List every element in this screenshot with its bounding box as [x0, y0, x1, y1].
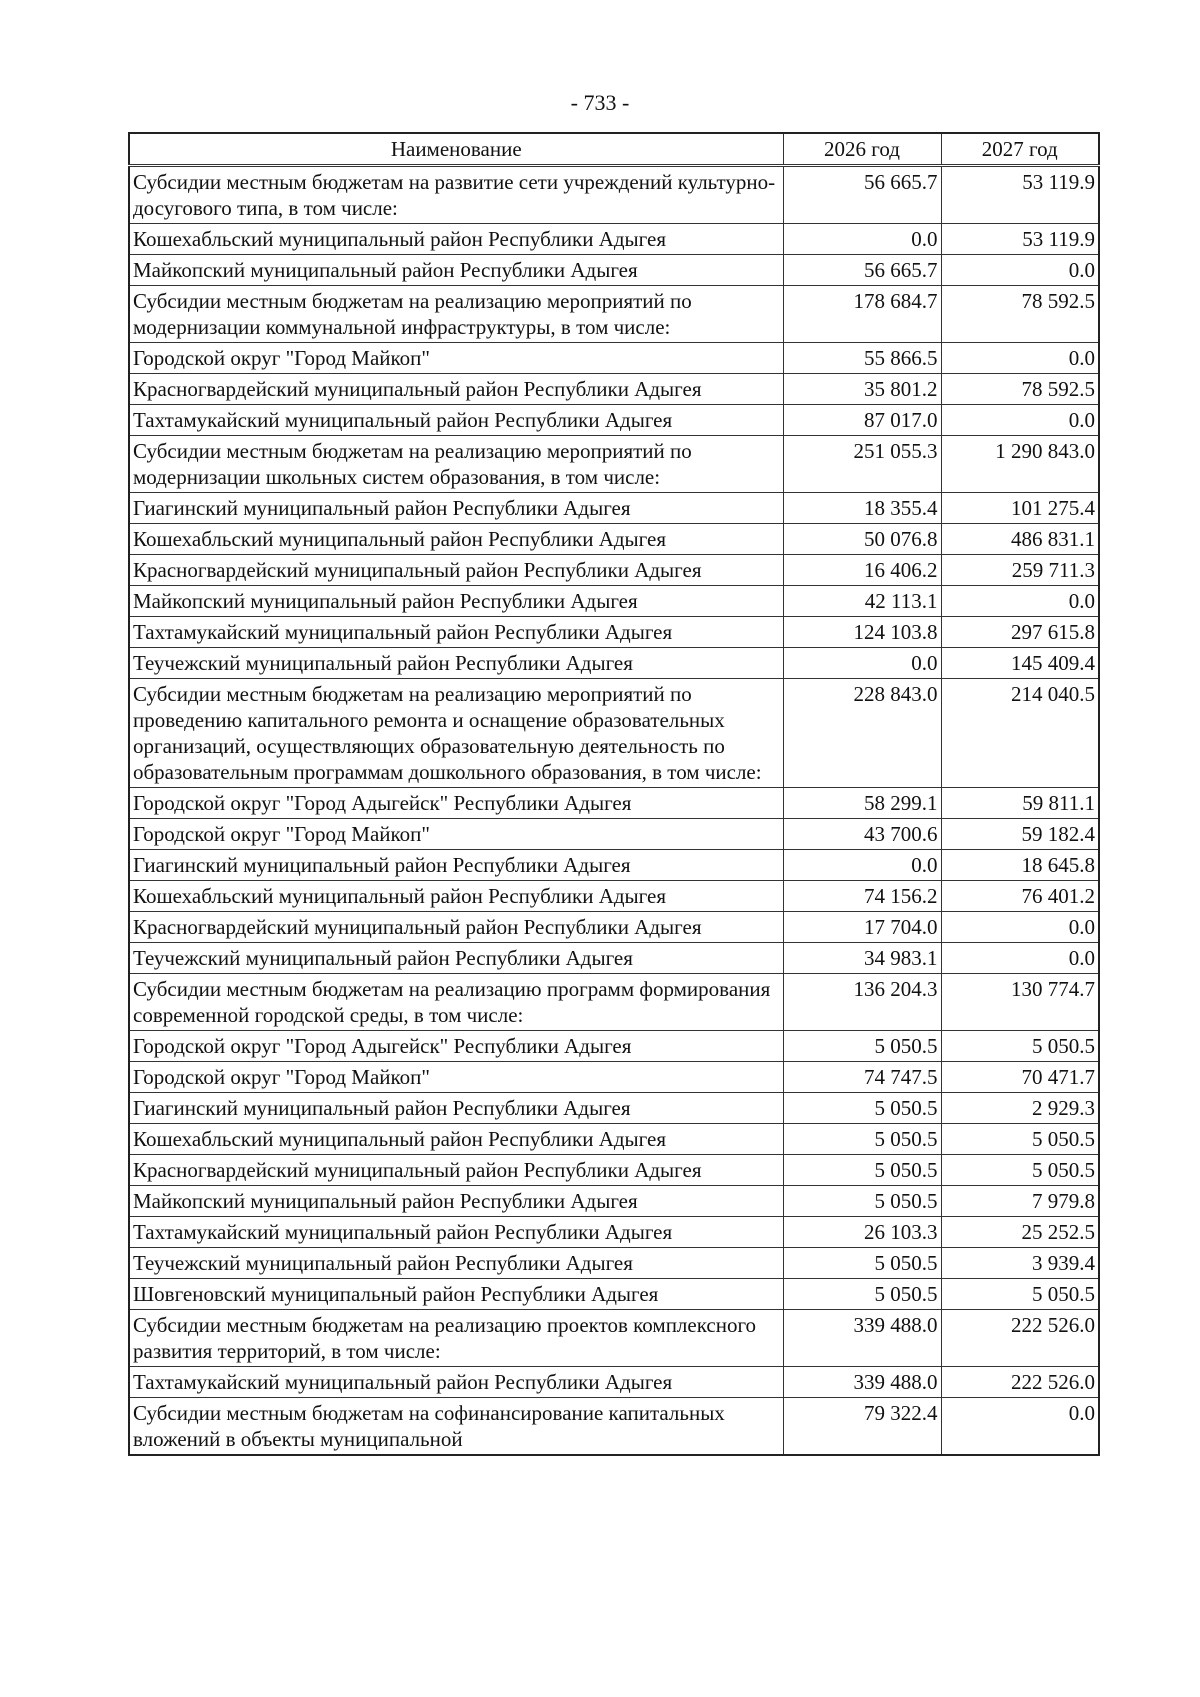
row-2027-cell: 76 401.2	[941, 881, 1099, 912]
row-2026-cell: 43 700.6	[783, 819, 941, 850]
row-name-cell: Майкопский муниципальный район Республики Адыгея	[129, 1186, 783, 1217]
page-number: - 733 -	[570, 90, 630, 115]
table-row	[129, 1093, 1099, 1124]
row-2027-cell: 297 615.8	[941, 617, 1099, 648]
table-row	[129, 436, 1099, 493]
table-row	[129, 1248, 1099, 1279]
row-2026-cell: 0.0	[783, 224, 941, 255]
row-2026-cell: 74 156.2	[783, 881, 941, 912]
row-name-cell: Красногвардейский муниципальный район Республики Адыгея	[129, 555, 783, 586]
row-2026-cell: 16 406.2	[783, 555, 941, 586]
row-name-cell: Гиагинский муниципальный район Республики Адыгея	[129, 850, 783, 881]
row-2026-cell: 124 103.8	[783, 617, 941, 648]
row-name-cell: Субсидии местным бюджетам на софинансирование капитальных вложений в объекты муниципальной	[129, 1398, 783, 1456]
row-name-cell: Тахтамукайский муниципальный район Республики Адыгея	[129, 405, 783, 436]
row-name-cell: Субсидии местным бюджетам на реализацию мероприятий по модернизации коммунальной инфраструктуры, в том числе:	[129, 286, 783, 343]
row-name-cell: Кошехабльский муниципальный район Республики Адыгея	[129, 1124, 783, 1155]
row-name-cell: Кошехабльский муниципальный район Республики Адыгея	[129, 224, 783, 255]
row-2026-cell: 34 983.1	[783, 943, 941, 974]
table-row	[129, 617, 1099, 648]
row-2027-cell: 59 811.1	[941, 788, 1099, 819]
table-row	[129, 405, 1099, 436]
table-row	[129, 1398, 1099, 1456]
row-name-cell: Тахтамукайский муниципальный район Республики Адыгея	[129, 1217, 783, 1248]
row-name-cell: Кошехабльский муниципальный район Республики Адыгея	[129, 881, 783, 912]
row-2026-cell: 50 076.8	[783, 524, 941, 555]
row-2026-cell: 56 665.7	[783, 166, 941, 224]
row-2027-cell: 7 979.8	[941, 1186, 1099, 1217]
row-2026-cell: 0.0	[783, 850, 941, 881]
row-2026-cell: 339 488.0	[783, 1367, 941, 1398]
table-row	[129, 679, 1099, 788]
row-2026-cell: 35 801.2	[783, 374, 941, 405]
row-2027-cell: 18 645.8	[941, 850, 1099, 881]
row-2026-cell: 26 103.3	[783, 1217, 941, 1248]
row-2026-cell: 5 050.5	[783, 1124, 941, 1155]
row-2027-cell: 0.0	[941, 343, 1099, 374]
row-2026-cell: 5 050.5	[783, 1248, 941, 1279]
row-name-cell: Городской округ "Город Адыгейск" Республики Адыгея	[129, 788, 783, 819]
row-2027-cell: 222 526.0	[941, 1367, 1099, 1398]
table-row	[129, 881, 1099, 912]
row-2026-cell: 87 017.0	[783, 405, 941, 436]
row-name-cell: Майкопский муниципальный район Республики Адыгея	[129, 255, 783, 286]
table-row	[129, 1062, 1099, 1093]
row-name-cell: Тахтамукайский муниципальный район Республики Адыгея	[129, 1367, 783, 1398]
row-2027-cell: 5 050.5	[941, 1031, 1099, 1062]
row-2027-cell: 3 939.4	[941, 1248, 1099, 1279]
table-row	[129, 1367, 1099, 1398]
row-2026-cell: 5 050.5	[783, 1031, 941, 1062]
row-2026-cell: 58 299.1	[783, 788, 941, 819]
row-2027-cell: 0.0	[941, 255, 1099, 286]
row-2027-cell: 130 774.7	[941, 974, 1099, 1031]
table-row	[129, 1279, 1099, 1310]
header-2027: 2027 год	[941, 133, 1099, 166]
table-row	[129, 788, 1099, 819]
row-2026-cell: 339 488.0	[783, 1310, 941, 1367]
row-2027-cell: 70 471.7	[941, 1062, 1099, 1093]
row-name-cell: Теучежский муниципальный район Республики Адыгея	[129, 1248, 783, 1279]
row-2026-cell: 0.0	[783, 648, 941, 679]
row-2027-cell: 2 929.3	[941, 1093, 1099, 1124]
table-row	[129, 555, 1099, 586]
table-row	[129, 943, 1099, 974]
row-2027-cell: 5 050.5	[941, 1155, 1099, 1186]
table-row	[129, 166, 1099, 224]
row-2027-cell: 0.0	[941, 1398, 1099, 1456]
row-2026-cell: 17 704.0	[783, 912, 941, 943]
row-2027-cell: 59 182.4	[941, 819, 1099, 850]
row-2026-cell: 5 050.5	[783, 1155, 941, 1186]
table-row	[129, 850, 1099, 881]
row-name-cell: Кошехабльский муниципальный район Республики Адыгея	[129, 524, 783, 555]
row-2026-cell: 5 050.5	[783, 1186, 941, 1217]
row-name-cell: Майкопский муниципальный район Республики Адыгея	[129, 586, 783, 617]
table-row	[129, 493, 1099, 524]
budget-table	[128, 132, 1100, 1456]
table-row	[129, 286, 1099, 343]
row-2027-cell: 101 275.4	[941, 493, 1099, 524]
table-row	[129, 374, 1099, 405]
row-name-cell: Субсидии местным бюджетам на развитие сети учреждений культурно-досугового типа, в том числе:	[129, 166, 783, 224]
table-row	[129, 1186, 1099, 1217]
row-2027-cell: 0.0	[941, 586, 1099, 617]
table-row	[129, 648, 1099, 679]
row-name-cell: Теучежский муниципальный район Республики Адыгея	[129, 943, 783, 974]
row-name-cell: Субсидии местным бюджетам на реализацию мероприятий по модернизации школьных систем образования, в том числе:	[129, 436, 783, 493]
table-row	[129, 224, 1099, 255]
row-name-cell: Субсидии местным бюджетам на реализацию мероприятий по проведению капитального ремонта и оснащение образовательных организаций, осуществляющих образовательную деятельность по образовательным программам дошкольного образования, в том числе:	[129, 679, 783, 788]
row-2027-cell: 78 592.5	[941, 374, 1099, 405]
table-row	[129, 1124, 1099, 1155]
table-row	[129, 343, 1099, 374]
row-2027-cell: 222 526.0	[941, 1310, 1099, 1367]
row-2027-cell: 486 831.1	[941, 524, 1099, 555]
row-2027-cell: 0.0	[941, 405, 1099, 436]
row-2026-cell: 178 684.7	[783, 286, 941, 343]
table-row	[129, 586, 1099, 617]
row-2027-cell: 145 409.4	[941, 648, 1099, 679]
row-name-cell: Красногвардейский муниципальный район Республики Адыгея	[129, 1155, 783, 1186]
row-name-cell: Городской округ "Город Майкоп"	[129, 819, 783, 850]
row-2027-cell: 53 119.9	[941, 224, 1099, 255]
row-2026-cell: 18 355.4	[783, 493, 941, 524]
row-name-cell: Шовгеновский муниципальный район Республики Адыгея	[129, 1279, 783, 1310]
row-2026-cell: 251 055.3	[783, 436, 941, 493]
table-row	[129, 524, 1099, 555]
row-name-cell: Гиагинский муниципальный район Республики Адыгея	[129, 493, 783, 524]
table-header-row	[129, 133, 1099, 166]
row-2026-cell: 55 866.5	[783, 343, 941, 374]
row-2026-cell: 42 113.1	[783, 586, 941, 617]
table-row	[129, 255, 1099, 286]
row-2026-cell: 136 204.3	[783, 974, 941, 1031]
table-row	[129, 912, 1099, 943]
row-name-cell: Красногвардейский муниципальный район Республики Адыгея	[129, 912, 783, 943]
row-2027-cell: 259 711.3	[941, 555, 1099, 586]
row-2026-cell: 74 747.5	[783, 1062, 941, 1093]
header-name: Наименование	[129, 133, 783, 166]
table-row	[129, 1217, 1099, 1248]
table-row	[129, 819, 1099, 850]
row-name-cell: Городской округ "Город Адыгейск" Республики Адыгея	[129, 1031, 783, 1062]
row-name-cell: Субсидии местным бюджетам на реализацию проектов комплексного развития территорий, в том числе:	[129, 1310, 783, 1367]
row-2027-cell: 0.0	[941, 912, 1099, 943]
table-row	[129, 974, 1099, 1031]
table-row	[129, 1155, 1099, 1186]
row-2027-cell: 25 252.5	[941, 1217, 1099, 1248]
row-2027-cell: 5 050.5	[941, 1279, 1099, 1310]
row-name-cell: Гиагинский муниципальный район Республики Адыгея	[129, 1093, 783, 1124]
row-2027-cell: 78 592.5	[941, 286, 1099, 343]
row-name-cell: Городской округ "Город Майкоп"	[129, 343, 783, 374]
row-2026-cell: 79 322.4	[783, 1398, 941, 1456]
row-2027-cell: 1 290 843.0	[941, 436, 1099, 493]
table-row	[129, 1310, 1099, 1367]
row-name-cell: Городской округ "Город Майкоп"	[129, 1062, 783, 1093]
row-2026-cell: 228 843.0	[783, 679, 941, 788]
row-2026-cell: 56 665.7	[783, 255, 941, 286]
table-row	[129, 1031, 1099, 1062]
row-name-cell: Тахтамукайский муниципальный район Республики Адыгея	[129, 617, 783, 648]
row-2027-cell: 5 050.5	[941, 1124, 1099, 1155]
row-2027-cell: 53 119.9	[941, 166, 1099, 224]
row-2026-cell: 5 050.5	[783, 1279, 941, 1310]
row-2026-cell: 5 050.5	[783, 1093, 941, 1124]
header-2026: 2026 год	[783, 133, 941, 166]
row-2027-cell: 0.0	[941, 943, 1099, 974]
row-name-cell: Красногвардейский муниципальный район Республики Адыгея	[129, 374, 783, 405]
row-2027-cell: 214 040.5	[941, 679, 1099, 788]
row-name-cell: Субсидии местным бюджетам на реализацию программ формирования современной городской среды, в том числе:	[129, 974, 783, 1031]
row-name-cell: Теучежский муниципальный район Республики Адыгея	[129, 648, 783, 679]
table-body	[129, 166, 1099, 1456]
